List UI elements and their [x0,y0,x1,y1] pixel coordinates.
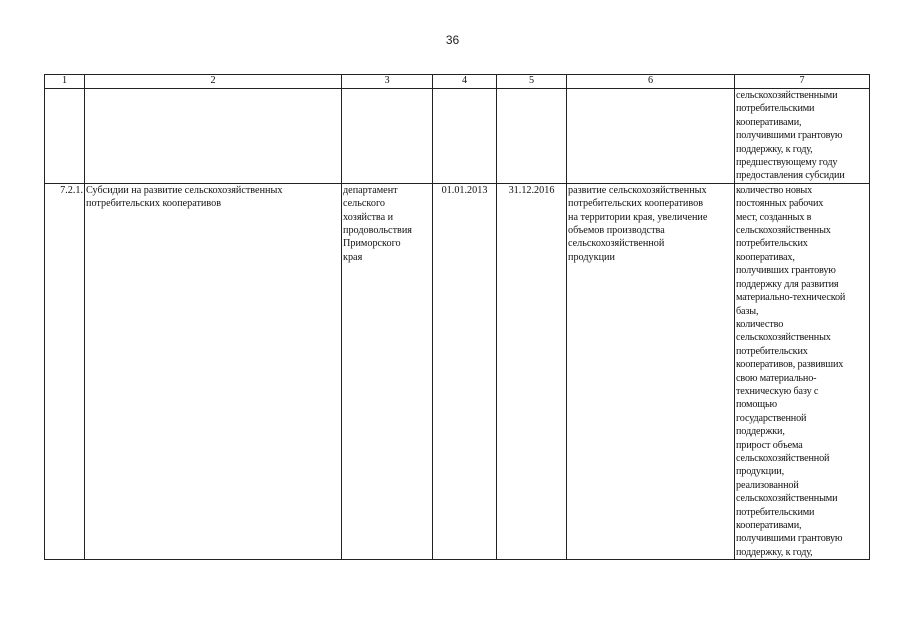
header-col-3: 3 [342,75,433,89]
header-col-1: 1 [45,75,85,89]
page-number: 36 [445,33,460,47]
continuation-cell-6 [567,89,735,184]
header-col-7: 7 [735,75,870,89]
row-number: 7.2.1. [45,183,85,559]
program-table [44,74,870,560]
continuation-cell-3 [342,89,433,184]
table-row-7-2-1 [45,183,870,559]
measure-name: Субсидии на развитие сельскохозяйственных потребительских кооперативов [85,183,342,559]
continuation-cell-2 [85,89,342,184]
header-col-2: 2 [85,75,342,89]
continuation-cell-1 [45,89,85,184]
start-date: 01.01.2013 [433,183,497,559]
continuation-cell-5 [497,89,567,184]
header-row [45,75,870,89]
responsible-executor: департамент сельского хозяйства и продовольствия Приморского края [342,183,433,559]
end-date: 31.12.2016 [497,183,567,559]
continuation-indicators: сельскохозяйственными потребительскими кооперативами, получившими грантовую поддержку, к году, предшествующему году предоставления субсидии [735,89,870,184]
header-col-6: 6 [567,75,735,89]
expected-result: развитие сельскохозяйственных потребительских кооперативов на территории края, увеличение объемов производства сельскохозяйственной продукции [567,183,735,559]
header-col-4: 4 [433,75,497,89]
continuation-cell-4 [433,89,497,184]
target-indicators: количество новых постоянных рабочих мест, созданных в сельскохозяйственных потребительских кооперативах, получивших грантовую поддержку для развития материально-технической базы, количество сельскохозяйственных потребительских кооперативов, развивших свою материально- техническую базу с помощью государственной поддержки, прирост объема сельскохозяйственной продукции, реализованной сельскохозяйственными потребительскими кооперативами, получившими грантовую поддержку, к году, [735,183,870,559]
continuation-row [45,89,870,184]
header-col-5: 5 [497,75,567,89]
